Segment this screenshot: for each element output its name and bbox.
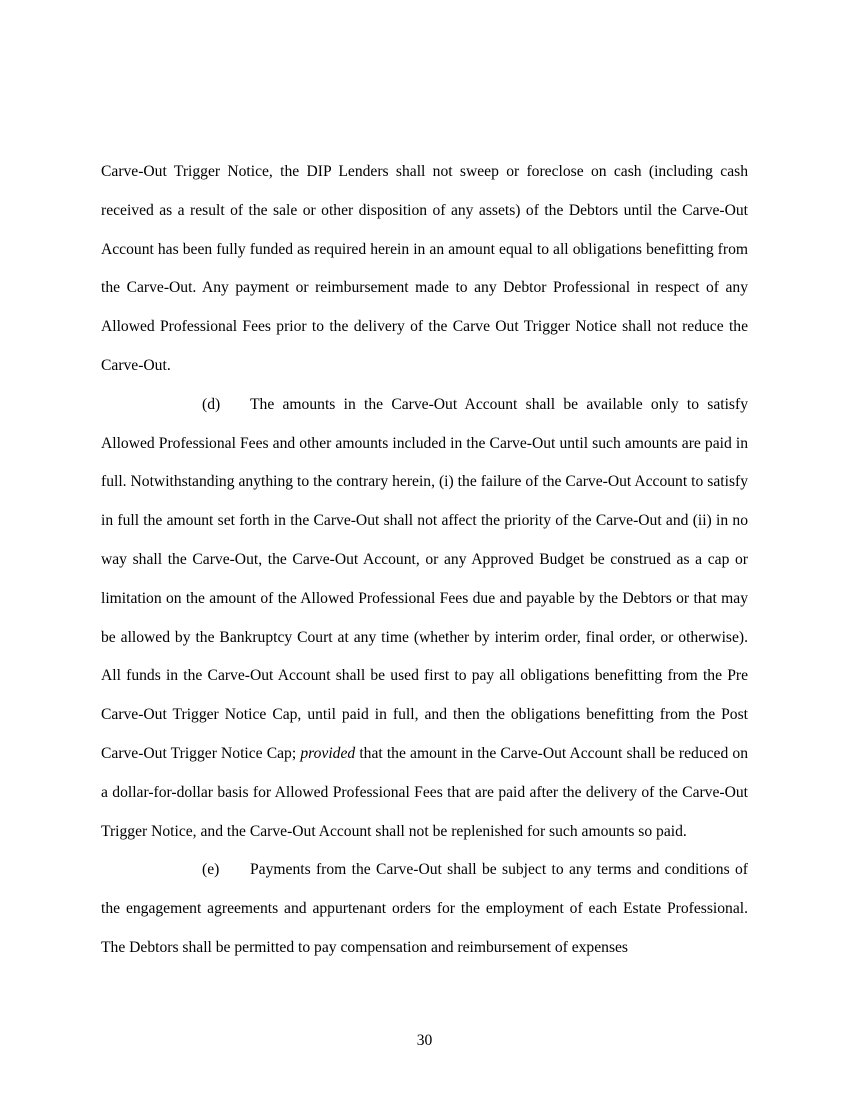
paragraph-e (101, 851, 748, 967)
paragraph-text: The amounts in the Carve-Out Account shall be available only to satisfy Allowed Professional Fees and other amounts included in the Carve-Out until such amounts are paid in full. Notwithstanding anything to the contrary herein, (i) the failure of the Carve-Out Account to satisfy in full the amount set forth in the Carve-Out shall not affect the priority of the Carve-Out and (ii) in no way shall the Carve-Out, the Carve-Out Account, or any Approved Budget be construed as a cap or limitation on the amount of the Allowed Professional Fees due and payable by the Debtors or that may be allowed by the Bankruptcy Court at any time (whether by interim order, final order, or otherwise). All funds in the Carve-Out Account shall be used first to pay all obligations benefitting from the Pre Carve-Out Trigger Notice Cap, until paid in full, and then the obligations benefitting from the Post Carve-Out Trigger Notice Cap; (101, 395, 748, 762)
paragraph-d (101, 386, 748, 852)
document-body (101, 153, 748, 968)
paragraph-text: Payments from the Carve-Out shall be subject to any terms and conditions of the engagement agreements and appurtenant orders for the employment of each Estate Professional. The Debtors shall be permitted to pay compensation and reimbursement of expenses (101, 861, 748, 956)
paragraph-text: that the amount in the Carve-Out Account shall be reduced on a dollar-for-dollar basis for Allowed Professional Fees that are paid after the delivery of the Carve-Out Trigger Notice, and the Carve-Out Account shall not be replenished for such amounts so paid. (101, 744, 748, 840)
paragraph-text: Carve-Out Trigger Notice, the DIP Lenders shall not sweep or foreclose on cash (including cash received as a result of the sale or other disposition of any assets) of the Debtors until the Carve-Out Account has been fully funded as required herein in an amount equal to all obligations benefitting from the Carve-Out. Any payment or reimbursement made to any Debtor Professional in respect of any Allowed Professional Fees prior to the delivery of the Carve Out Trigger Notice shall not reduce the Carve-Out. (101, 163, 748, 374)
paragraph-continuation (101, 153, 748, 386)
italic-term-provided: provided (300, 744, 356, 762)
paragraph-label-d: (d) (202, 395, 221, 413)
page-number: 30 (416, 1032, 433, 1049)
paragraph-label-e: (e) (202, 861, 220, 879)
